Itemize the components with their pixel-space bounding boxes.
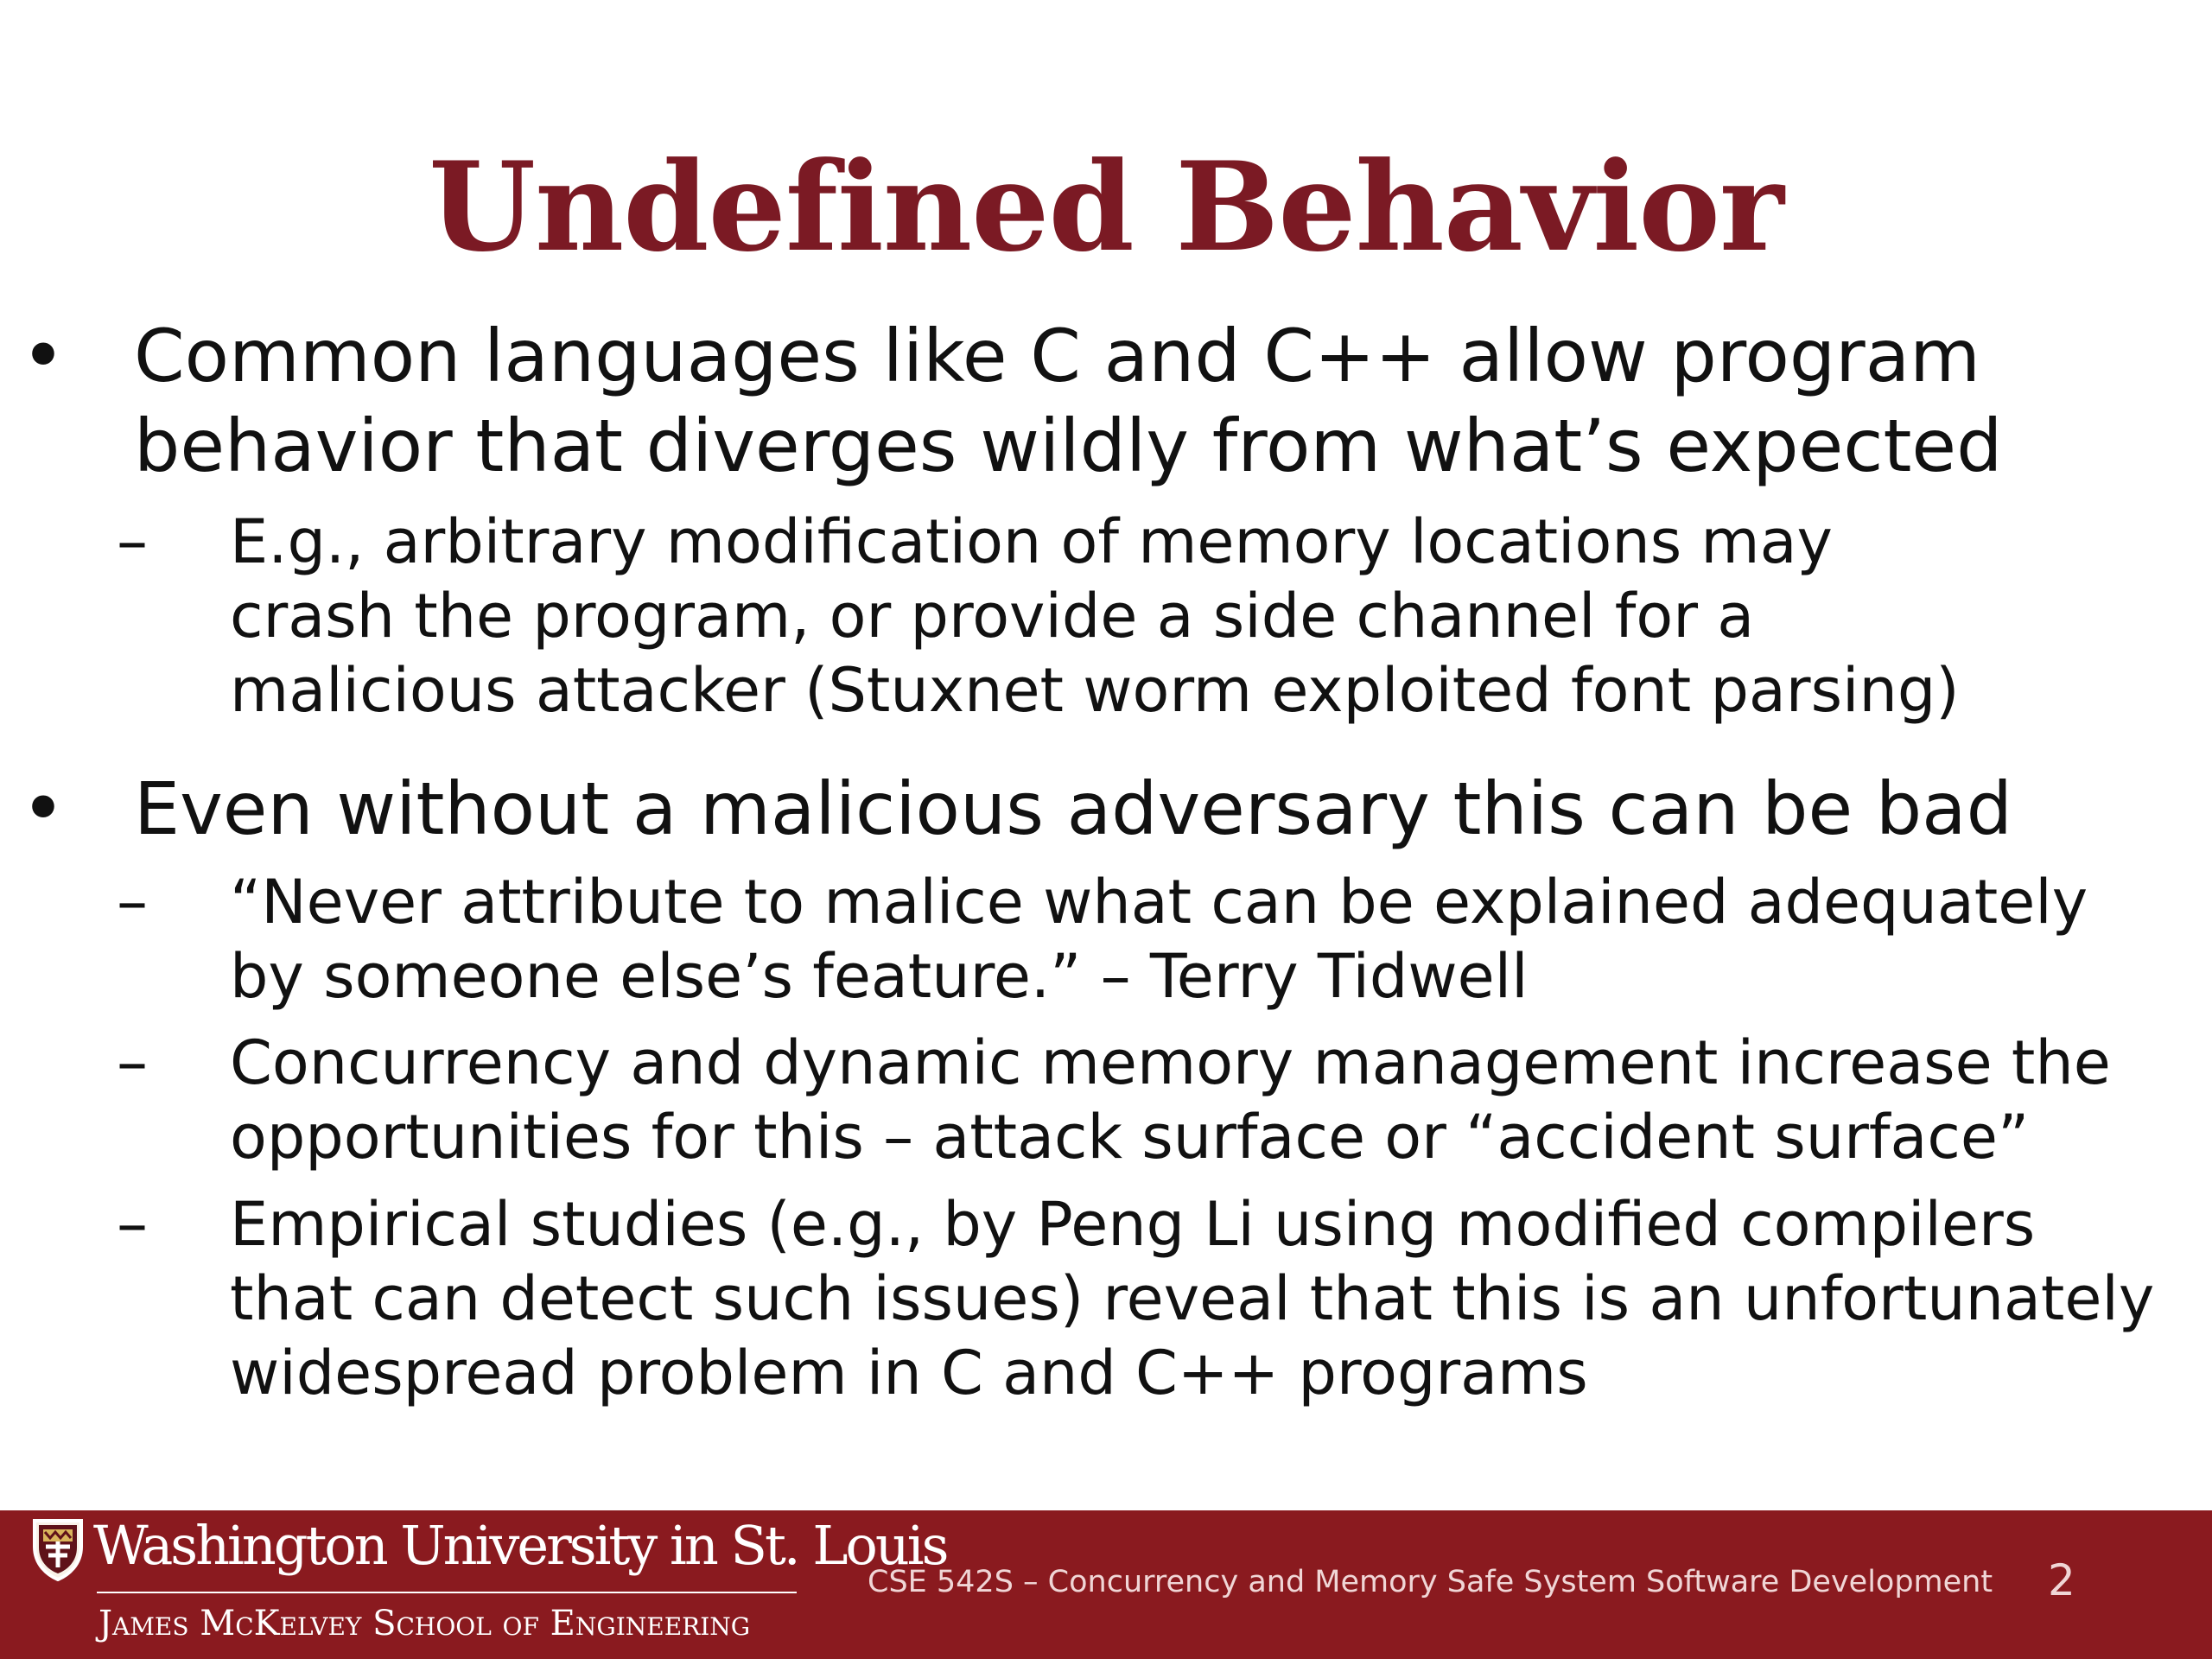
subbullet-marker: – xyxy=(117,865,148,938)
bullet-text: Common languages like C and C++ allow program behavior that diverges wildly from what’s expected xyxy=(134,314,2003,488)
subbullet-text: Concurrency and dynamic memory management increase the opportunities for this – attack surface or “accident surface” xyxy=(230,1027,2111,1173)
course-title: CSE 542S – Concurrency and Memory Safe System Software Development xyxy=(868,1565,1993,1599)
bullet-marker: • xyxy=(21,311,66,400)
page-number: 2 xyxy=(2048,1555,2075,1605)
school-name: James McKelvey School of Engineering xyxy=(99,1604,751,1643)
bullet-text: Even without a malicious adversary this can be bad xyxy=(134,766,2012,851)
subbullet-text: E.g., arbitrary modification of memory locations may crash the program, or provide a side channel for a malicious attacker (Stuxnet worm exploited font parsing) xyxy=(230,506,1960,726)
slide-footer xyxy=(0,1510,2212,1659)
subbullet-text: “Never attribute to malice what can be explained adequately by someone else’s feature.” – Terry Tidwell xyxy=(230,867,2088,1012)
subbullet-text: Empirical studies (e.g., by Peng Li using modified compilers that can detect such issues) reveal that this is an unfortunately widespread problem in C and C++ programs xyxy=(230,1189,2155,1408)
slide-title: Undefined Behavior xyxy=(429,136,1783,279)
subbullet-marker: – xyxy=(117,1187,148,1260)
footer-divider xyxy=(97,1592,797,1593)
subbullet-marker: – xyxy=(117,505,148,577)
university-name: Washington University in St. Louis xyxy=(93,1514,947,1577)
university-seal-icon xyxy=(31,1517,85,1581)
bullet-marker: • xyxy=(21,764,66,853)
subbullet-marker: – xyxy=(117,1026,148,1098)
